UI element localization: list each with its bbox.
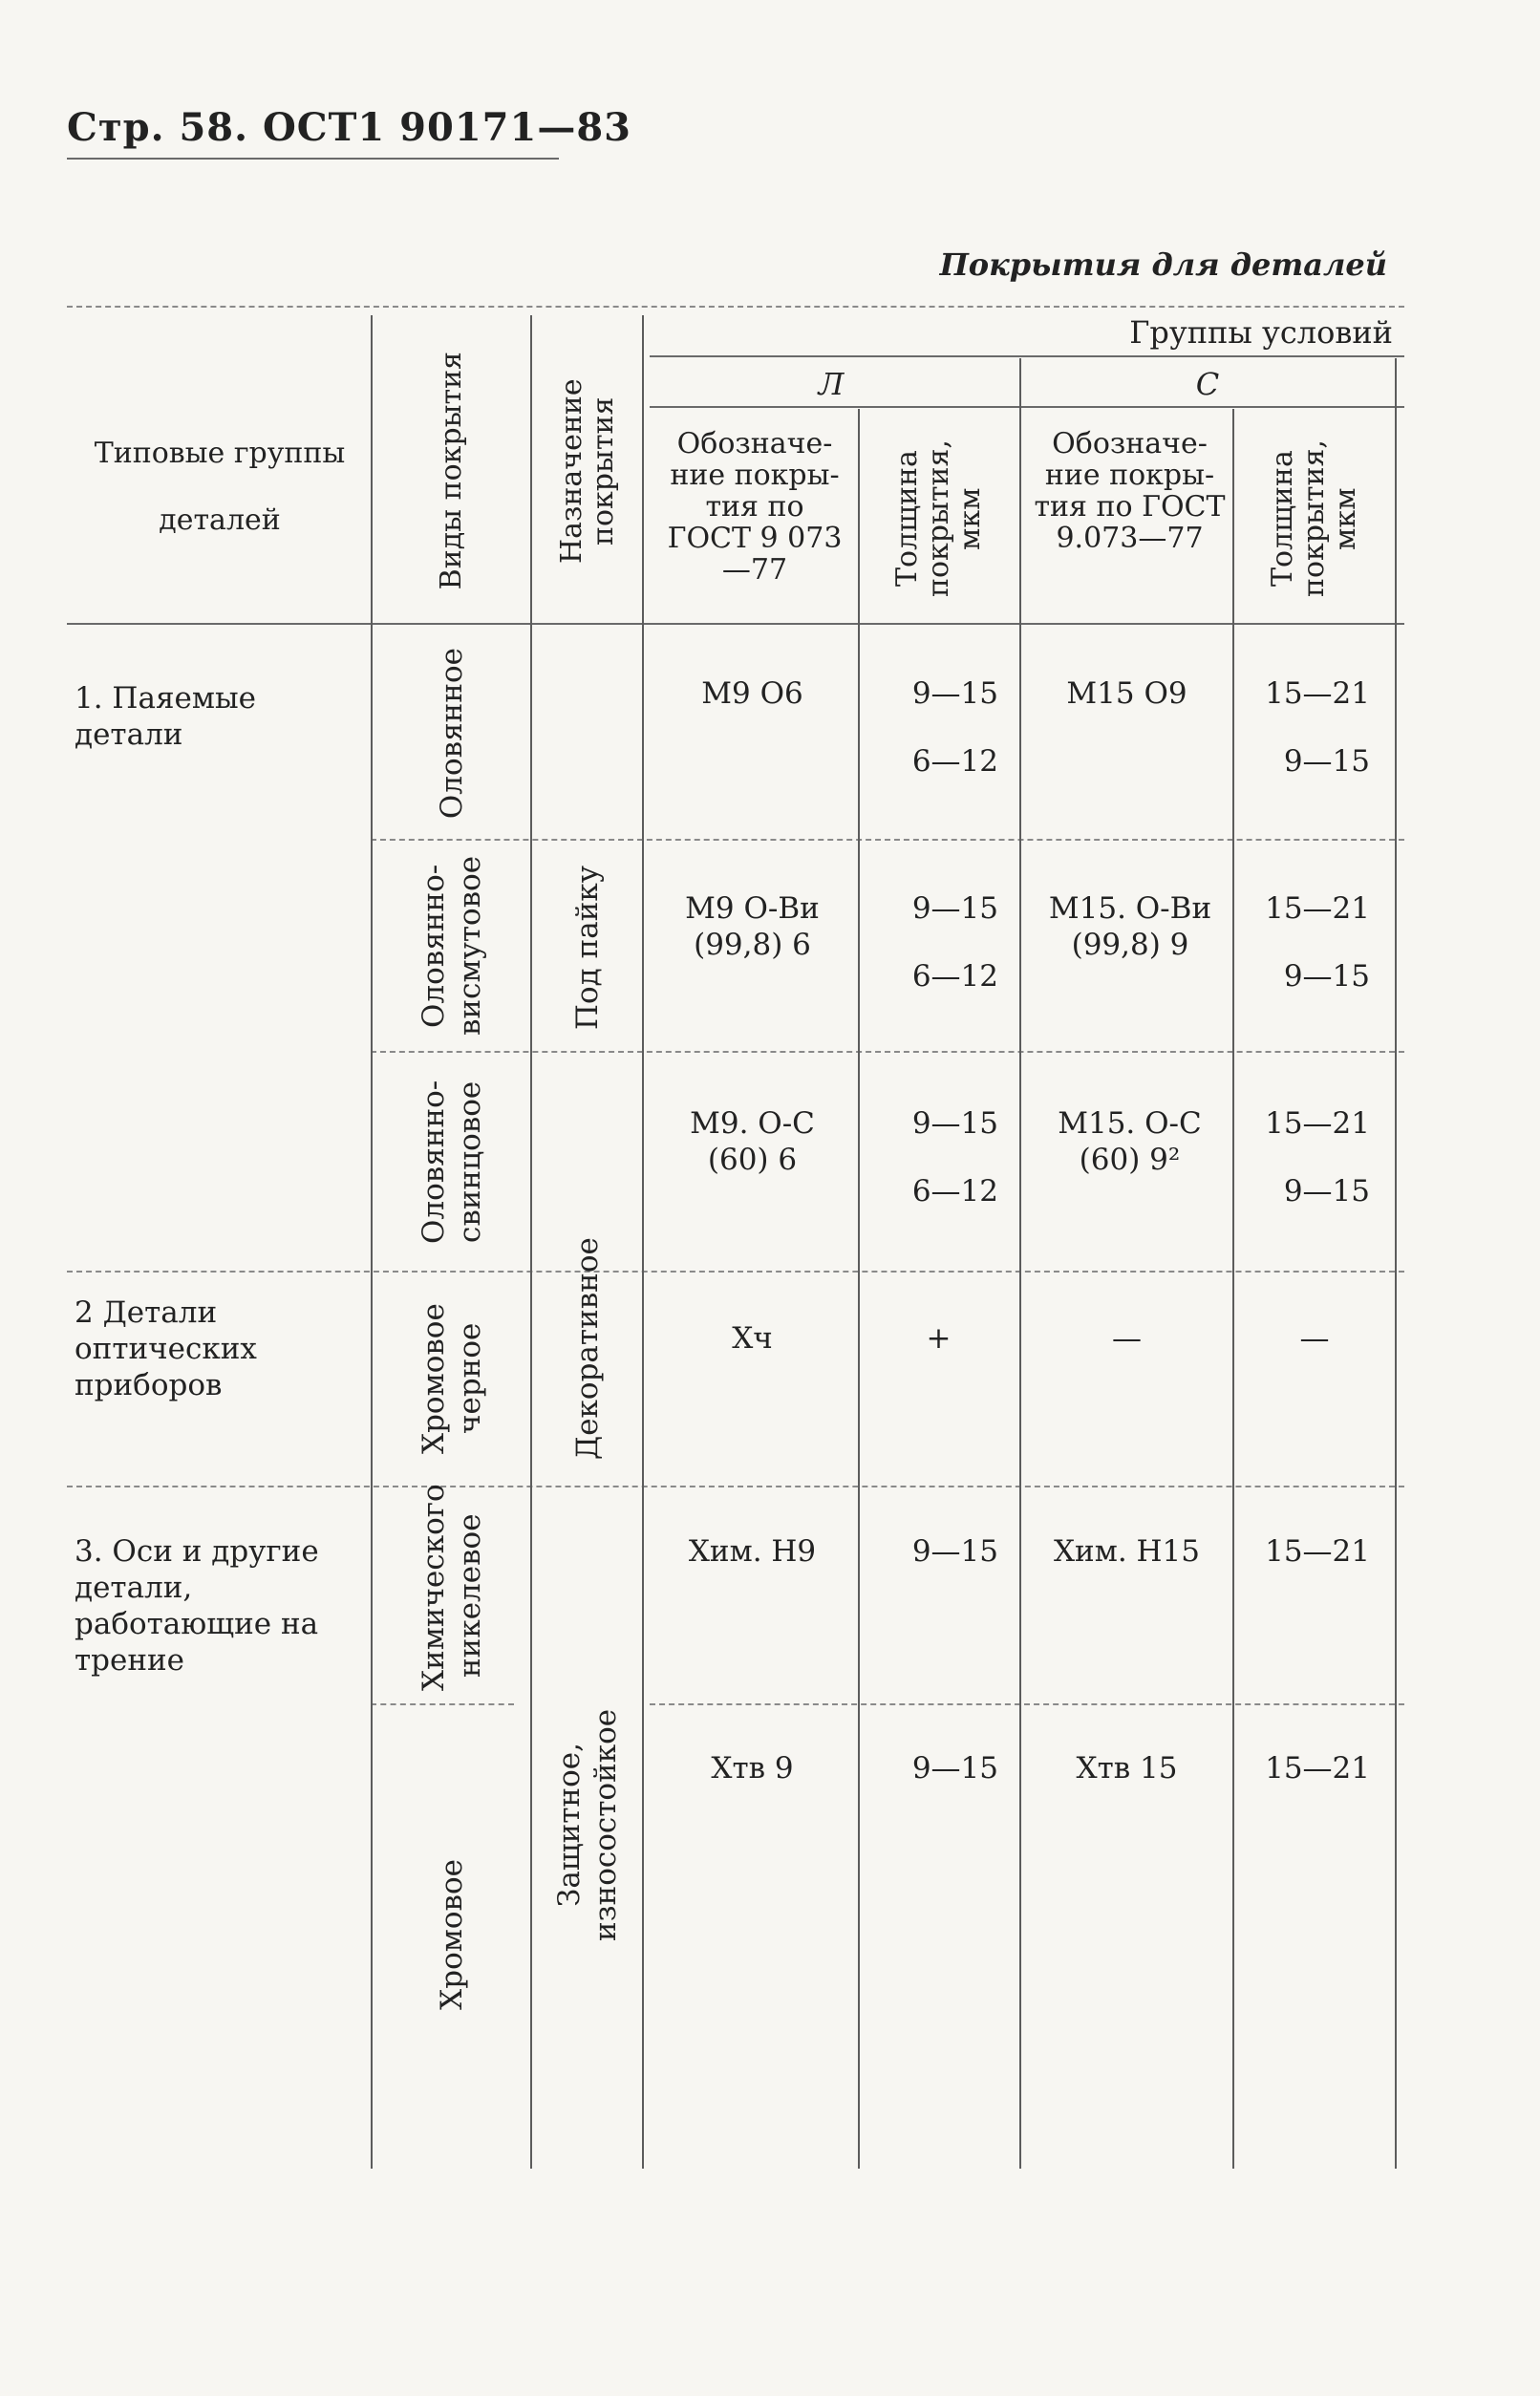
row-separator [371,839,1404,841]
thickness-l: 9—15 [911,676,998,711]
kind-cell [377,1056,525,1268]
kind-cell [377,1710,525,2159]
thickness-c: — [1299,1321,1330,1356]
table-top-rule [67,306,1404,308]
thickness-c: 15—21 [1265,1751,1370,1786]
designation-c: М15 О9 [1066,676,1187,711]
kind-cell [377,843,525,1048]
thickness-c: 15—21 [1265,1534,1370,1569]
purpose-cell [535,631,640,1266]
header-thickness-l: Толщина покрытия, мкм [890,439,987,597]
col-divider [1232,409,1234,2169]
kind-label: Химического никелевое [416,1484,487,1691]
header-thickness-l-cell [860,420,1017,616]
thickness-l: 9—15 [911,1751,998,1786]
thickness-c: 15—21 [1265,676,1370,711]
thickness-l: 9—15 [911,1534,998,1569]
purpose-label: Под пайку [570,866,605,1031]
thickness-l: 9—15 [911,1106,998,1141]
section-title: Покрытия для деталей [939,246,1387,283]
lc-rule [650,406,1404,408]
purpose-label: Защитное, износостойкое [552,1708,623,1941]
thickness-l: 9—15 [911,891,998,926]
designation-c: М15. О-Ви (99,8) 9 [1048,891,1212,962]
kind-cell [377,1275,525,1481]
kind-label: Хромовое [434,1859,469,2010]
header-kind: Виды покрытия [435,351,468,590]
header-c: С [1195,366,1220,402]
purpose-cell [535,1490,640,2159]
header-kind-cell [377,325,525,616]
group-title: 1. Паяемые детали [75,681,256,752]
designation-c: Хтв 15 [1076,1751,1178,1786]
page-reference-underline [67,158,559,160]
header-l: Л [818,366,845,402]
col-divider [1395,358,1397,2169]
designation-c: — [1112,1321,1142,1356]
header-designation-c: Обозначе-ние покры-тия по ГОСТ 9.073—77 [1034,427,1226,555]
col-divider [1019,358,1021,2169]
thickness-c: 15—21 [1265,1106,1370,1141]
kind-cell [377,1484,525,1701]
purpose-cell [535,1236,640,1481]
col-divider [642,315,644,2169]
kind-cell [377,631,525,836]
thickness-c: 15—21 [1265,891,1370,926]
header-bottom-rule [67,623,1404,625]
designation-c: М15. О-С (60) 9² [1058,1106,1202,1177]
designation-l: М9 О6 [701,676,803,711]
header-conditions: Группы условий [1129,314,1393,351]
group-title: 3. Оси и другие детали, работающие на трение [75,1534,319,1678]
header-thickness-c-cell [1235,420,1393,616]
header-thickness-c: Толщина покрытия, мкм [1266,439,1362,597]
kind-label: Оловянно-свинцовое [416,1080,487,1244]
col-divider [530,315,532,2169]
kind-label: Оловянное [434,647,469,820]
purpose-label: Декоративное [570,1236,605,1460]
designation-l: М9. О-С (60) 6 [690,1106,815,1177]
row-separator [371,1703,514,1705]
row-separator [67,1271,1404,1273]
thickness-l: + [926,1321,952,1356]
designation-l: Хим. Н9 [688,1534,817,1569]
page-reference: Стр. 58. ОСТ1 90171—83 [67,105,631,150]
group-title: 2 Детали оптических приборов [75,1295,257,1402]
kind-label: Оловянно-висмутовое [416,855,487,1036]
designation-l: Хтв 9 [711,1751,794,1786]
thickness-l: 6—12 [911,1174,998,1209]
col-divider [371,315,373,2169]
thickness-l: 6—12 [911,959,998,994]
thickness-c: 9—15 [1283,744,1370,779]
header-designation-l: Обозначе-ние покры-тия по ГОСТ 9 073—77 [667,427,843,587]
header-group: Типовые группы деталей [94,437,346,537]
row-separator [650,1703,1404,1705]
row-separator [371,1051,1404,1053]
col-divider [858,409,860,2169]
conditions-rule [650,355,1404,357]
header-purpose: Назначение покрытия [555,377,620,564]
thickness-c: 9—15 [1283,1174,1370,1209]
designation-l: М9 О-Ви (99,8) 6 [685,891,820,962]
kind-label: Хромовое черное [416,1302,487,1454]
row-separator [67,1486,1404,1487]
designation-c: Хим. Н15 [1053,1534,1201,1569]
thickness-l: 6—12 [911,744,998,779]
header-purpose-cell [535,325,640,616]
thickness-c: 9—15 [1283,959,1370,994]
designation-l: Хч [732,1321,773,1356]
